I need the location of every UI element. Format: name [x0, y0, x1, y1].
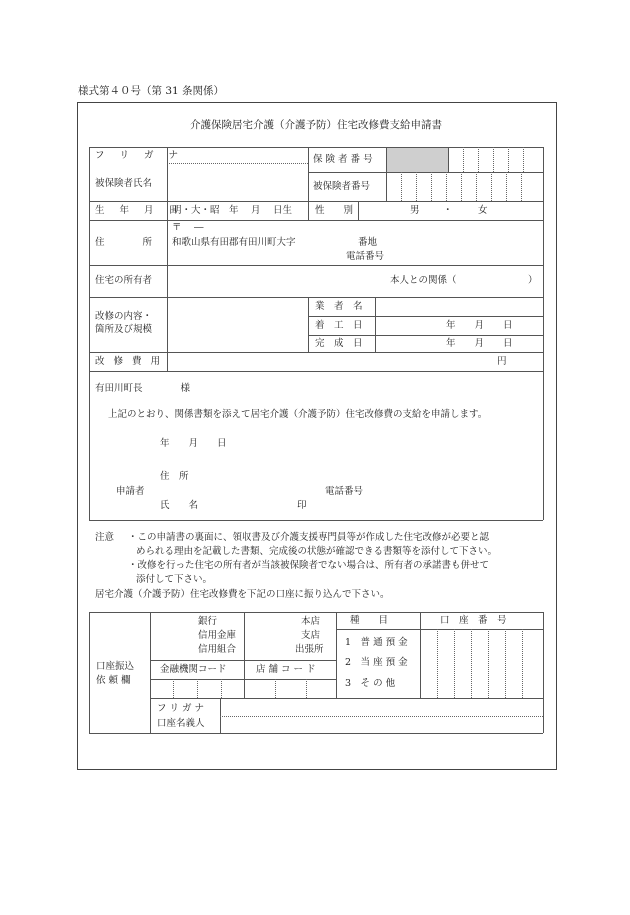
birthdate-value: 明・大・昭 年 月 日生 [172, 205, 293, 216]
insurer-number-label: 保 険 者 番 号 [313, 154, 373, 165]
notes-line-2: められる理由を記載した書類、完成後の状態が確認できる書類等を添付して下さい。 [136, 546, 498, 557]
branch-code-label: 店 舗 コ ー ド [256, 664, 316, 675]
form-title: 介護保険居宅介護（介護予防）住宅改修費支給申請書 [190, 119, 442, 131]
account-holder-label: 口座名義人 [157, 718, 205, 729]
applicant-phone-label: 電話番号 [325, 486, 364, 497]
application-statement: 上記のとおり、関係書類を添えて居宅介護（介護予防）住宅改修費の支給を申請します。 [108, 409, 488, 420]
address-label: 住 所 [95, 237, 153, 248]
seal-mark: 印 [297, 500, 307, 511]
account-type-header: 種 目 [350, 615, 389, 626]
sex-separator: ・ [443, 205, 453, 216]
application-date: 年 月 日 [160, 438, 227, 449]
branch-type-sub: 出張所 [295, 644, 324, 655]
furigana-label: フ リ ガ ナ [95, 150, 185, 161]
finish-date-label: 完 成 日 [315, 338, 363, 349]
form-outer-frame [77, 102, 557, 770]
insurer-number-shaded-cell [387, 148, 448, 172]
bank-type-bank: 銀行 [198, 616, 218, 627]
insured-number-label: 被保険者番号 [313, 181, 371, 192]
contractor-label: 業 者 名 [315, 301, 363, 312]
finish-date-units: 年 月 日 [446, 338, 513, 349]
sex-male: 男 [410, 205, 420, 216]
address-value: 和歌山県有田郡有田川町大字 [172, 237, 296, 248]
bank-section-label-1: 口座振込 [96, 661, 135, 672]
yen-label: 円 [497, 356, 507, 367]
start-date-label: 着 工 日 [315, 320, 363, 331]
banchi-label: 番地 [358, 237, 378, 248]
holder-furigana-label: フ リ ガ ナ [157, 703, 205, 714]
relation-close: ） [528, 275, 538, 286]
sex-female: 女 [478, 205, 488, 216]
cost-label: 改 修 費 用 [95, 356, 164, 367]
applicant-name-label: 氏 名 [160, 500, 199, 511]
transfer-instruction: 居宅介護（介護予防）住宅改修費を下記の口座に振り込んで下さい。 [95, 589, 390, 600]
account-type-ordinary: 1 普 通 預 金 [345, 637, 408, 648]
renovation-content-label-1: 改修の内容・ [95, 311, 153, 322]
start-date-units: 年 月 日 [446, 320, 513, 331]
applicant-address-label: 住 所 [160, 471, 189, 482]
sex-label: 性 別 [315, 205, 354, 216]
bank-type-shinkin: 信用金庫 [198, 630, 237, 641]
renovation-content-label-2: 箇所及び規模 [95, 324, 153, 335]
applicant-label: 申請者 [116, 486, 145, 497]
birthdate-label: 生 年 月 日 [95, 205, 185, 216]
owner-label: 住宅の所有者 [95, 275, 153, 286]
notes-heading: 注意 [95, 532, 115, 543]
branch-type-main: 本店 [301, 616, 321, 627]
branch-type-branch: 支店 [301, 630, 321, 641]
bank-code-label: 金融機関コード [160, 664, 227, 675]
bank-section-label-2: 依 頼 欄 [96, 675, 131, 686]
bank-type-kumiai: 信用組合 [198, 644, 237, 655]
notes-line-4: 添付して下さい。 [136, 574, 213, 585]
postal-mark: 〒 ― [172, 222, 204, 233]
insured-name-label: 被保険者氏名 [95, 178, 153, 189]
relation-label: 本人との関係（ [390, 275, 457, 286]
address-phone-label: 電話番号 [346, 251, 385, 262]
notes-line-3: ・改修を行った住宅の所有者が当該被保険者でない場合は、所有者の承諾書も併せて [128, 560, 490, 571]
notes-line-1: ・この申請書の裏面に、領収書及び介護支援専門員等が作成した住宅改修が必要と認 [128, 532, 490, 543]
form-number: 様式第４０号（第 31 条関係） [78, 85, 225, 97]
mayor-address: 有田川町長 様 [95, 383, 191, 394]
account-number-header: 口 座 番 号 [440, 615, 507, 626]
account-type-current: 2 当 座 預 金 [345, 657, 408, 668]
account-type-other: 3 そ の 他 [345, 678, 396, 689]
